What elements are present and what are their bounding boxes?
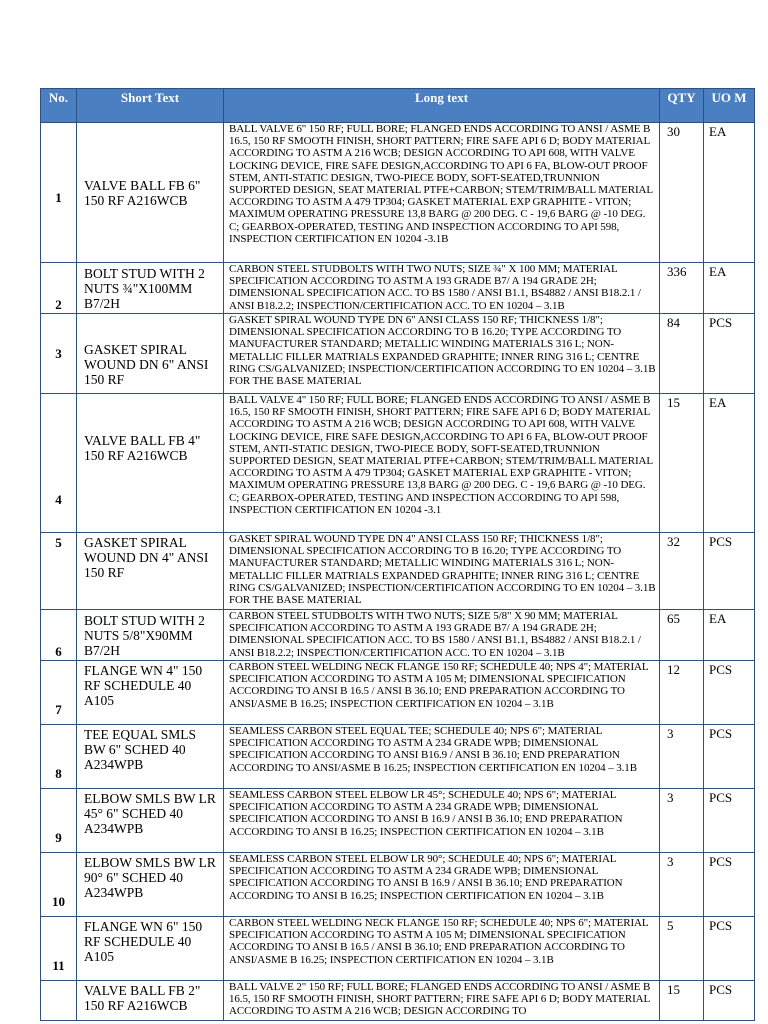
row-number — [41, 394, 77, 533]
uom-cell: PCS — [704, 725, 755, 789]
long-text-cell: CARBON STEEL STUDBOLTS WITH TWO NUTS; SIZE ¾" X 100 MM; MATERIAL SPECIFICATION ACCORDING TO ASTM A 193 GRADE B7/ A 194 GRADE 2H; DIMENSIONAL SPECIFICATION ACC. TO BS 1580 / ANSI B1.1, BS4882 / ANSI B18.2.1 / ANSI B18.2.2; INSPECTION/CERTIFICATION ACC. TO EN 10204 – 3.1B — [224, 263, 660, 314]
short-text-cell: VALVE BALL FB 6" 150 RF A216WCB — [77, 123, 224, 263]
document-page — [40, 88, 754, 1021]
table-body — [41, 123, 755, 1021]
long-text-cell: CARBON STEEL WELDING NECK FLANGE 150 RF; SCHEDULE 40; NPS 4"; MATERIAL SPECIFICATION ACCORDING TO ASTM A 105 M; DIMENSIONAL SPECIFICATION ACCORDING TO ANSI B 16.5 / ANSI B 36.10; END PREPARATION ACCORDING TO ANSI/ASME B 16.25; INSPECTION CERTIFICATION EN 10204 – 3.1B — [224, 661, 660, 725]
table-row — [41, 263, 755, 314]
row-number — [41, 917, 77, 981]
header-uom: UO M — [704, 89, 755, 123]
long-text-cell: BALL VALVE 2" 150 RF; FULL BORE; FLANGED ENDS ACCORDING TO ANSI / ASME B 16.5, 150 RF SMOOTH FINISH, SHORT PATTERN; FIRE SAFE API 6 D; BODY MATERIAL ACCORDING TO ASTM A 216 WCB; DESIGN ACCORDING TO — [224, 981, 660, 1021]
materials-table — [40, 88, 755, 1021]
short-text-cell: VALVE BALL FB 2" 150 RF A216WCB — [77, 981, 224, 1021]
table-row — [41, 789, 755, 853]
long-text-cell: BALL VALVE 4" 150 RF; FULL BORE; FLANGED ENDS ACCORDING TO ANSI / ASME B 16.5, 150 RF SMOOTH FINISH, SHORT PATTERN; FIRE SAFE API 6 D; BODY MATERIAL ACCORDING TO ASTM A 216 WCB; DESIGN ACCORDING TO API 608, WITH VALVE LOCKING DEVICE, FIRE SAFE DESIGN,ACCORDING TO API 6 FA, BLOW-OUT PROOF STEM, ANTI-STATIC DESIGN, TWO-PIECE BODY, SOFT-SEATED,TRUNNION SUPPORTED DESIGN, SEAT MATERIAL PTFE+CARBON; STEM/TRIM/BALL MATERIAL ACCORDING TO ASTM A 479 TP304; GASKET MATERIAL EXP GRAPHITE - VITON; MAXIMUM OPERATING PRESSURE 13,8 BARG @ 200 DEG. C - 19,6 BARG @ -10 DEG. C; GEARBOX-OPERATED, TESTING AND INSPECTION ACCORDING TO API 598, INSPECTION CERTIFICATION EN 10204 -3.1 — [224, 394, 660, 533]
uom-cell: PCS — [704, 789, 755, 853]
row-number — [41, 263, 77, 314]
long-text-cell: GASKET SPIRAL WOUND TYPE DN 6" ANSI CLASS 150 RF; THICKNESS 1/8"; DIMENSIONAL SPECIFICATION ACCORDING TO B 16.20; TYPE ACCORDING TO MANUFACTURER STANDARD; METALLIC WINDING MATERIALS 316 L; NON-METALLIC FILLER MATRIALS EXPANDED GRAPHITE; INNER RING 316 L; CENTRE RING CS/GALVANIZED; INSPECTION/CERTIFICATION ACCORDING TO EN 10204 – 3.1B FOR THE BASE MATERIAL — [224, 314, 660, 394]
qty-cell: 3 — [660, 725, 704, 789]
header-short-text: Short Text — [77, 89, 224, 123]
qty-cell: 336 — [660, 263, 704, 314]
qty-cell: 12 — [660, 661, 704, 725]
uom-cell: PCS — [704, 314, 755, 394]
row-number: 3 — [41, 314, 77, 394]
long-text-cell: SEAMLESS CARBON STEEL EQUAL TEE; SCHEDULE 40; NPS 6"; MATERIAL SPECIFICATION ACCORDING TO ASTM A 234 GRADE WPB; DIMENSIONAL SPECIFICATION ACCORDING TO ANSI B16.9 / ANSI B 36.10; END PREPARATION ACCORDING TO ANSI/ASME B 16.25; INSPECTION CERTIFICATION EN 10204 – 3.1B — [224, 725, 660, 789]
row-number: 5 — [41, 533, 77, 610]
header-long-text: Long text — [224, 89, 660, 123]
qty-cell: 5 — [660, 917, 704, 981]
row-number-text: 2 — [55, 297, 62, 312]
uom-cell: PCS — [704, 981, 755, 1021]
qty-cell: 84 — [660, 314, 704, 394]
row-number — [41, 853, 77, 917]
row-number — [41, 661, 77, 725]
short-text-cell: ELBOW SMLS BW LR 90° 6" SCHED 40 A234WPB — [77, 853, 224, 917]
header-no: No. — [41, 89, 77, 123]
uom-cell: PCS — [704, 661, 755, 725]
row-number — [41, 610, 77, 661]
short-text-cell: ELBOW SMLS BW LR 45° 6" SCHED 40 A234WPB — [77, 789, 224, 853]
long-text-cell: CARBON STEEL WELDING NECK FLANGE 150 RF; SCHEDULE 40; NPS 6"; MATERIAL SPECIFICATION ACCORDING TO ASTM A 105 M; DIMENSIONAL SPECIFICATION ACCORDING TO ANSI B 16.5 / ANSI B 36.10; END PREPARATION ACCORDING TO ANSI/ASME B 16.25; INSPECTION CERTIFICATION EN 10204 – 3.1B — [224, 917, 660, 981]
table-row — [41, 394, 755, 533]
row-number-text: 11 — [52, 958, 65, 973]
table-row — [41, 853, 755, 917]
table-header — [41, 89, 755, 123]
short-text-cell: FLANGE WN 6" 150 RF SCHEDULE 40 A105 — [77, 917, 224, 981]
uom-cell: EA — [704, 123, 755, 263]
qty-cell: 65 — [660, 610, 704, 661]
row-number — [41, 789, 77, 853]
qty-cell: 3 — [660, 853, 704, 917]
row-number — [41, 725, 77, 789]
table-row — [41, 123, 755, 263]
short-text-cell: GASKET SPIRAL WOUND DN 6" ANSI 150 RF — [77, 314, 224, 394]
row-number — [41, 123, 77, 263]
row-number — [41, 981, 77, 1021]
short-text-cell: FLANGE WN 4" 150 RF SCHEDULE 40 A105 — [77, 661, 224, 725]
table-row — [41, 917, 755, 981]
long-text-cell: SEAMLESS CARBON STEEL ELBOW LR 90°; SCHEDULE 40; NPS 6"; MATERIAL SPECIFICATION ACCORDING TO ASTM A 234 GRADE WPB; DIMENSIONAL SPECIFICATION ACCORDING TO ANSI B 16.9 / ANSI B 36.10; END PREPARATION ACCORDING TO ANSI B 16.25; INSPECTION CERTIFICATION EN 10204 – 3.1B — [224, 853, 660, 917]
row-number-text: 1 — [55, 189, 62, 205]
qty-cell: 32 — [660, 533, 704, 610]
row-number-text: 4 — [55, 492, 62, 507]
table-row — [41, 533, 755, 610]
uom-cell: PCS — [704, 853, 755, 917]
uom-cell: EA — [704, 263, 755, 314]
table-row — [41, 661, 755, 725]
long-text-cell: GASKET SPIRAL WOUND TYPE DN 4" ANSI CLASS 150 RF; THICKNESS 1/8"; DIMENSIONAL SPECIFICATION ACCORDING TO B 16.20; TYPE ACCORDING TO MANUFACTURER STANDARD; METALLIC WINDING MATERIALS 316 L; NON-METALLIC FILLER MATRIALS EXPANDED GRAPHITE; INNER RING 316 L; CENTRE RING CS/GALVANIZED; INSPECTION/CERTIFICATION ACCORDING TO EN 10204 – 3.1B FOR THE BASE MATERIAL — [224, 533, 660, 610]
uom-cell: EA — [704, 610, 755, 661]
long-text-cell: CARBON STEEL STUDBOLTS WITH TWO NUTS; SIZE 5/8" X 90 MM; MATERIAL SPECIFICATION ACCORDING TO ASTM A 193 GRADE B7/ A 194 GRADE 2H; DIMENSIONAL SPECIFICATION ACC. TO BS 1580 / ANSI B1.1, BS4882 / ANSI B18.2.1 / ANSI B18.2.2; INSPECTION/CERTIFICATION ACC. TO EN 10204 – 3.1B — [224, 610, 660, 661]
row-number-text: 10 — [52, 894, 65, 909]
long-text-cell: SEAMLESS CARBON STEEL ELBOW LR 45°; SCHEDULE 40; NPS 6"; MATERIAL SPECIFICATION ACCORDING TO ASTM A 234 GRADE WPB; DIMENSIONAL SPECIFICATION ACCORDING TO ANSI B 16.9 / ANSI B 36.10; END PREPARATION ACCORDING TO ANSI B 16.25; INSPECTION CERTIFICATION EN 10204 – 3.1B — [224, 789, 660, 853]
row-number-text: 8 — [55, 766, 62, 781]
short-text-cell: VALVE BALL FB 4" 150 RF A216WCB — [77, 394, 224, 533]
short-text-cell: GASKET SPIRAL WOUND DN 4" ANSI 150 RF — [77, 533, 224, 610]
table-row — [41, 610, 755, 661]
table-row — [41, 725, 755, 789]
header-row — [41, 89, 755, 123]
short-text-cell: TEE EQUAL SMLS BW 6" SCHED 40 A234WPB — [77, 725, 224, 789]
uom-cell: EA — [704, 394, 755, 533]
qty-cell: 30 — [660, 123, 704, 263]
row-number-text: 6 — [55, 644, 62, 659]
uom-cell: PCS — [704, 917, 755, 981]
row-number-text: 9 — [55, 830, 62, 845]
qty-cell: 15 — [660, 981, 704, 1021]
long-text-cell: BALL VALVE 6" 150 RF; FULL BORE; FLANGED ENDS ACCORDING TO ANSI / ASME B 16.5, 150 RF SMOOTH FINISH, SHORT PATTERN; FIRE SAFE API 6 D; BODY MATERIAL ACCORDING TO ASTM A 216 WCB; DESIGN ACCORDING TO API 608, WITH VALVE LOCKING DEVICE, FIRE SAFE DESIGN,ACCORDING TO API 6 FA, BLOW-OUT PROOF STEM, ANTI-STATIC DESIGN, TWO-PIECE BODY, SOFT-SEATED,TRUNNION SUPPORTED DESIGN, SEAT MATERIAL PTFE+CARBON; STEM/TRIM/BALL MATERIAL ACCORDING TO ASTM A 479 TP304; GASKET MATERIAL EXP GRAPHITE - VITON; MAXIMUM OPERATING PRESSURE 13,8 BARG @ 200 DEG. C - 19,6 BARG @ -10 DEG. C; GEARBOX-OPERATED, TESTING AND INSPECTION ACCORDING TO API 598, INSPECTION CERTIFICATION EN 10204 -3.1B — [224, 123, 660, 263]
row-number-text: 7 — [55, 702, 62, 717]
table-row — [41, 314, 755, 394]
qty-cell: 15 — [660, 394, 704, 533]
short-text-cell: BOLT STUD WITH 2 NUTS ¾"X100MM B7/2H — [77, 263, 224, 314]
qty-cell: 3 — [660, 789, 704, 853]
short-text-cell: BOLT STUD WITH 2 NUTS 5/8"X90MM B7/2H — [77, 610, 224, 661]
header-qty: QTY — [660, 89, 704, 123]
table-row — [41, 981, 755, 1021]
uom-cell: PCS — [704, 533, 755, 610]
